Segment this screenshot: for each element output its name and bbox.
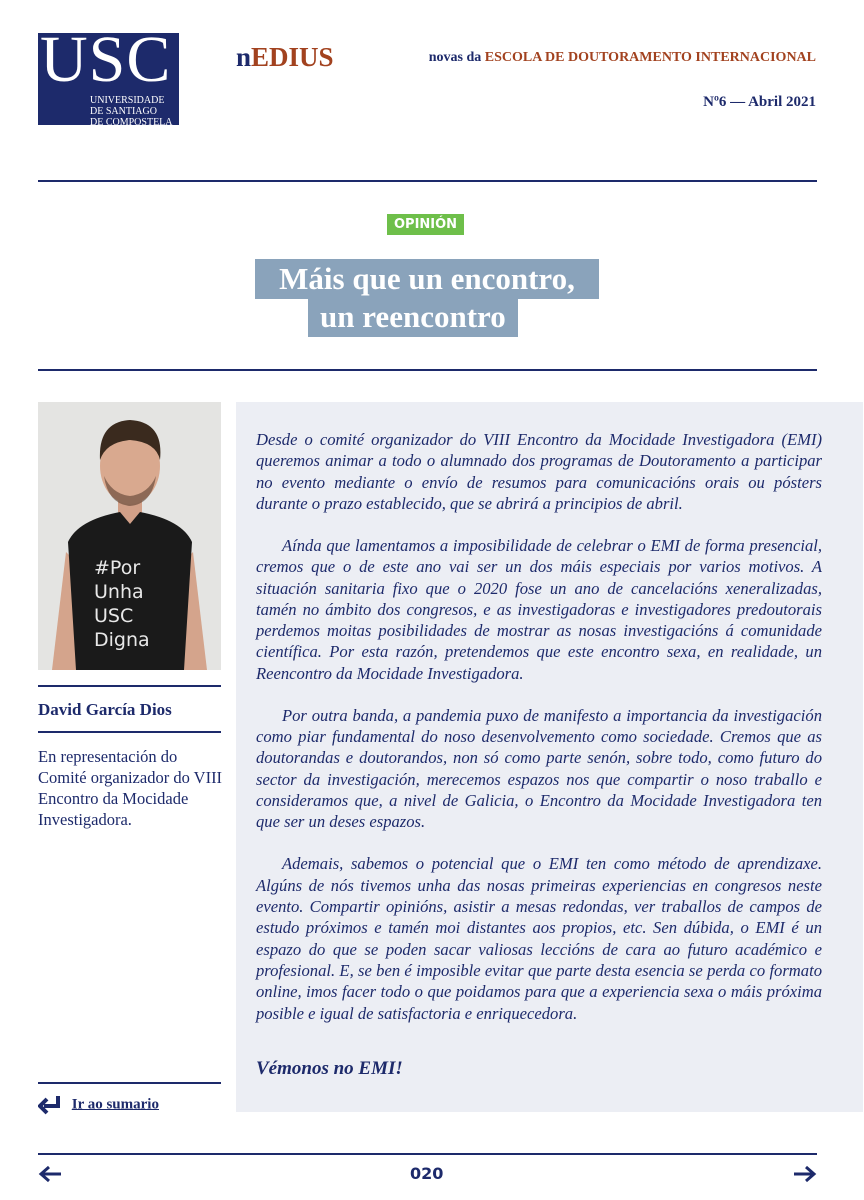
shirt-text-1: #Por	[94, 557, 141, 579]
shirt-text-4: Digna	[94, 629, 150, 651]
author-name: David García Dios	[38, 700, 172, 719]
article-text	[256, 429, 822, 1045]
author-divider-top	[38, 685, 221, 687]
next-page-button[interactable]	[793, 1164, 817, 1188]
author-photo	[38, 402, 221, 670]
newsletter-tagline: novas da ESCOLA DE DOUTORAMENTO INTERNACIONAL	[428, 50, 816, 65]
section-badge: OPINIÓN	[387, 214, 464, 235]
author-role: En representación do Comité organizador do VIII Encontro da Mocidade Investigadora.	[38, 747, 223, 829]
title-line-1: Máis que un encontro,	[255, 259, 599, 299]
paragraph-3: Por outra banda, a pandemia puxo de manifesto a importancia da investigación como piar fundamental do noso desenvolvemento como sociedade. Cremos que as doutorandas e doutorandos, non só como parte senón, sobre todo, como futuro do sector da investigación, merecemos espazos nos que compartir o noso traballo e consideramos que, a nivel de Galicia, o Encontro da Mocidade Investigadora ten que ser un deses espazos.	[256, 705, 822, 832]
shirt-text-2: Unha	[94, 581, 144, 603]
paragraph-4: Ademais, sabemos o potencial que o EMI ten como método de aprendizaxe. Algúns de nós tivemos unha das nosas primeiras experiencias en congresos neste evento. Compartir opinións, asistir a mesas redondas, ver traballos de campos de estudo próximos e tamén moi distantes aos propios, etc. Sen dúbida, o EMI é un espazo do que se poden sacar valiosas leccións de cara ao futuro académico e profesional. E, se ben é imposible evitar que parte desta esencia se perda co formato online, imos facer todo o que poidamos para que a experiencia sexa o máis próxima posible e igual de satisfactoria e enriquecedora.	[256, 854, 822, 1023]
back-link[interactable]: Ir ao sumario	[71, 1096, 159, 1113]
usc-logo	[38, 23, 179, 128]
logo-wordmark: USC	[40, 23, 172, 96]
title-divider	[38, 369, 817, 371]
newsletter-name: nEDIUS	[236, 42, 334, 72]
article-title	[255, 259, 599, 299]
arrow-right-icon	[793, 1164, 817, 1184]
article-title-2	[308, 297, 518, 337]
author-divider-bottom	[38, 731, 221, 733]
shirt-text-3: USC	[94, 605, 134, 627]
back-divider	[38, 1082, 221, 1084]
return-arrow-icon	[38, 1094, 62, 1116]
prev-page-button[interactable]	[38, 1164, 62, 1188]
footer-divider	[38, 1153, 817, 1155]
arrow-left-icon	[38, 1164, 62, 1184]
article-signoff: Vémonos no EMI!	[256, 1058, 403, 1079]
page-number: 020	[410, 1164, 444, 1183]
paragraph-1: Desde o comité organizador do VIII Encontro da Mocidade Investigadora (EMI) queremos animar a todo o alumnado dos programas de Doutoramento a participar no evento mediante o envío de resumos para comunicacións orais ou pósters durante o prazo establecido, que se abrirá a principios de abril.	[256, 430, 822, 513]
logo-subtitle: UNIVERSIDADE DE SANTIAGO DE COMPOSTELA	[90, 95, 173, 128]
school-name: ESCOLA DE DOUTORAMENTO INTERNACIONAL	[484, 50, 816, 65]
article-body	[236, 402, 863, 1112]
title-line-2: un reencontro	[308, 297, 518, 337]
header-divider	[38, 180, 817, 182]
paragraph-2: Aínda que lamentamos a imposibilidade de celebrar o EMI de forma presencial, cremos que o de este ano vai ser un dos máis especiais por varios motivos. A situación sanitaria fixo que o 2020 fose un ano de cancelacións xeneralizadas, tamén no ámbito dos congresos, e as investigadoras e investigadores predoutorais perdemos moitas posibilidades de mostrar as nosas investigacións á comunidade científica. Por esta razón, pretendemos que este encontro sexa, en realidade, un Reencontro da Mocidade Investigadora.	[256, 535, 822, 683]
back-to-summary[interactable]	[38, 1094, 159, 1116]
issue-date: Nº6 — Abril 2021	[703, 94, 816, 110]
